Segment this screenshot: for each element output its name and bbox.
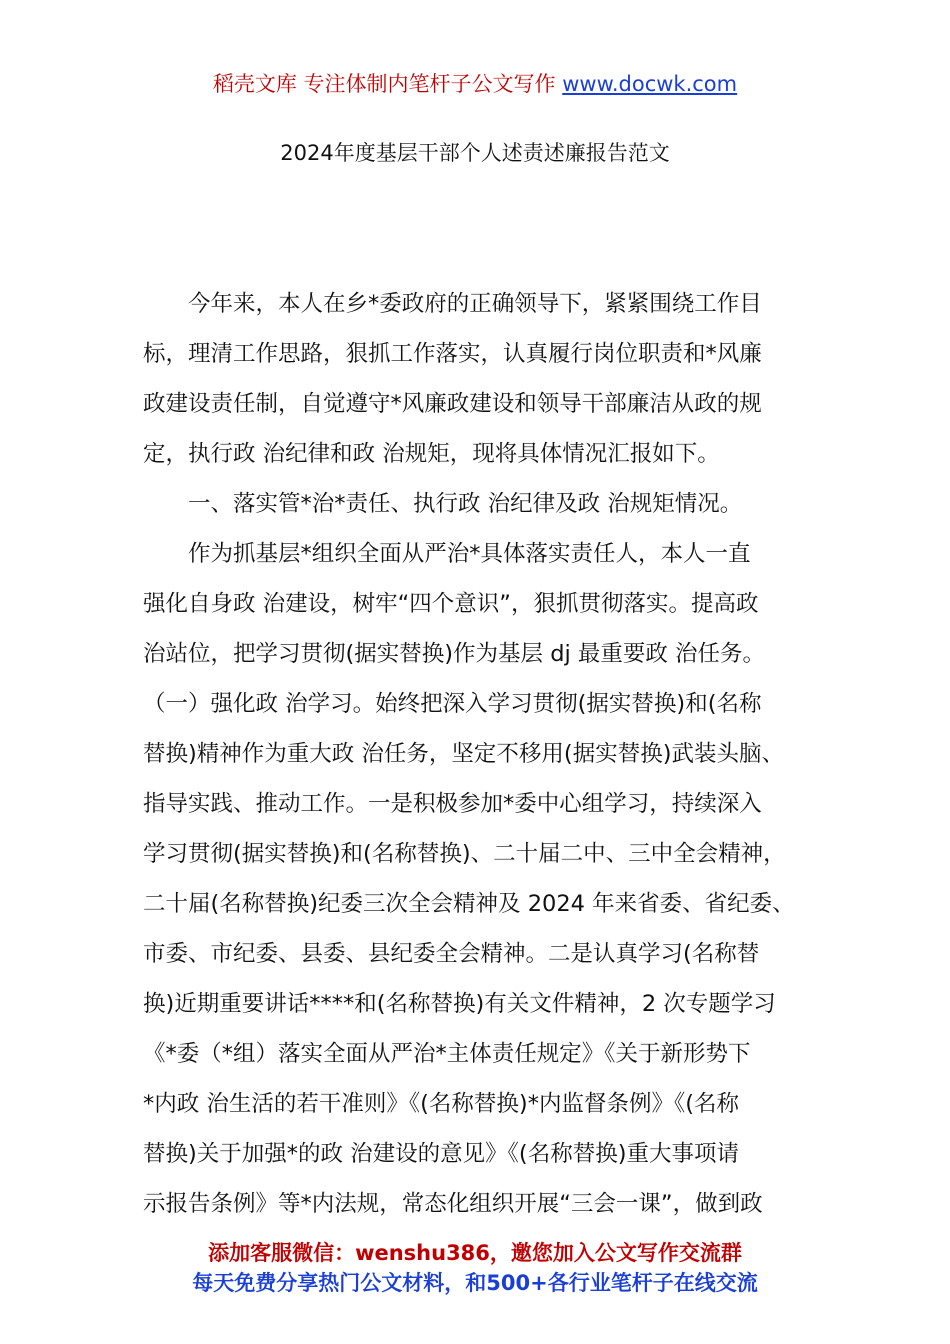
body-line: 政建设责任制，自觉遵守*风廉政建设和领导干部廉洁从政的规 bbox=[143, 391, 762, 417]
body-line: 治站位，把学习贯彻(据实替换)作为基层 dj 最重要政 治任务。 bbox=[143, 641, 766, 667]
site-header bbox=[0, 68, 950, 100]
body-line: 替换)精神作为重大政 治任务，坚定不移用(据实替换)武装头脑、 bbox=[143, 741, 784, 767]
body-line: 学习贯彻(据实替换)和(名称替换)、二十届二中、三中全会精神， bbox=[143, 841, 786, 867]
body-line: *内政 治生活的若干准则》《(名称替换)*内监督条例》《(名称 bbox=[143, 1091, 739, 1117]
document-title: 2024年度基层干部个人述责述廉报告范文 bbox=[280, 141, 670, 165]
wechat-contact-line: 添加客服微信：wenshu386，邀您加入公文写作交流群 bbox=[208, 1241, 742, 1265]
body-line: 标，理清工作思路，狠抓工作落实，认真履行岗位职责和*风廉 bbox=[143, 341, 762, 367]
body-line: （一）强化政 治学习。始终把深入学习贯彻(据实替换)和(名称 bbox=[143, 691, 762, 717]
body-line: 指导实践、推动工作。一是积极参加*委中心组学习，持续深入 bbox=[143, 791, 762, 817]
brand-slogan: 稻壳文库 专注体制内笔杆子公文写作 bbox=[212, 72, 556, 96]
site-link[interactable]: www.docwk.com bbox=[562, 72, 738, 96]
share-info-line: 每天免费分享热门公文材料，和500+各行业笔杆子在线交流 bbox=[192, 1271, 758, 1295]
body-line: 今年来，本人在乡*委政府的正确领导下，紧紧围绕工作目 bbox=[143, 291, 762, 317]
promo-footer bbox=[0, 1238, 950, 1298]
document-body bbox=[143, 279, 833, 1229]
section-heading: 一、落实管*治*责任、执行政 治纪律及政 治规矩情况。 bbox=[143, 491, 743, 517]
body-line: 作为抓基层*组织全面从严治*具体落实责任人，本人一直 bbox=[143, 541, 751, 567]
body-line: 定，执行政 治纪律和政 治规矩，现将具体情况汇报如下。 bbox=[143, 441, 720, 467]
body-line: 替换)关于加强*的政 治建设的意见》《(名称替换)重大事项请 bbox=[143, 1141, 739, 1167]
body-line: 二十届(名称替换)纪委三次全会精神及 2024 年来省委、省纪委、 bbox=[143, 891, 795, 917]
body-line: 示报告条例》等*内法规，常态化组织开展“三会一课”，做到政 bbox=[143, 1191, 763, 1217]
body-line: 换)近期重要讲话****和(名称替换)有关文件精神，2 次专题学习 bbox=[143, 991, 776, 1017]
body-line: 《*委（*组）落实全面从严治*主体责任规定》《关于新形势下 bbox=[143, 1041, 751, 1067]
body-line: 强化自身政 治建设，树牢“四个意识”，狠抓贯彻落实。提高政 bbox=[143, 591, 759, 617]
body-line: 市委、市纪委、县委、县纪委全会精神。二是认真学习(名称替 bbox=[143, 941, 760, 967]
